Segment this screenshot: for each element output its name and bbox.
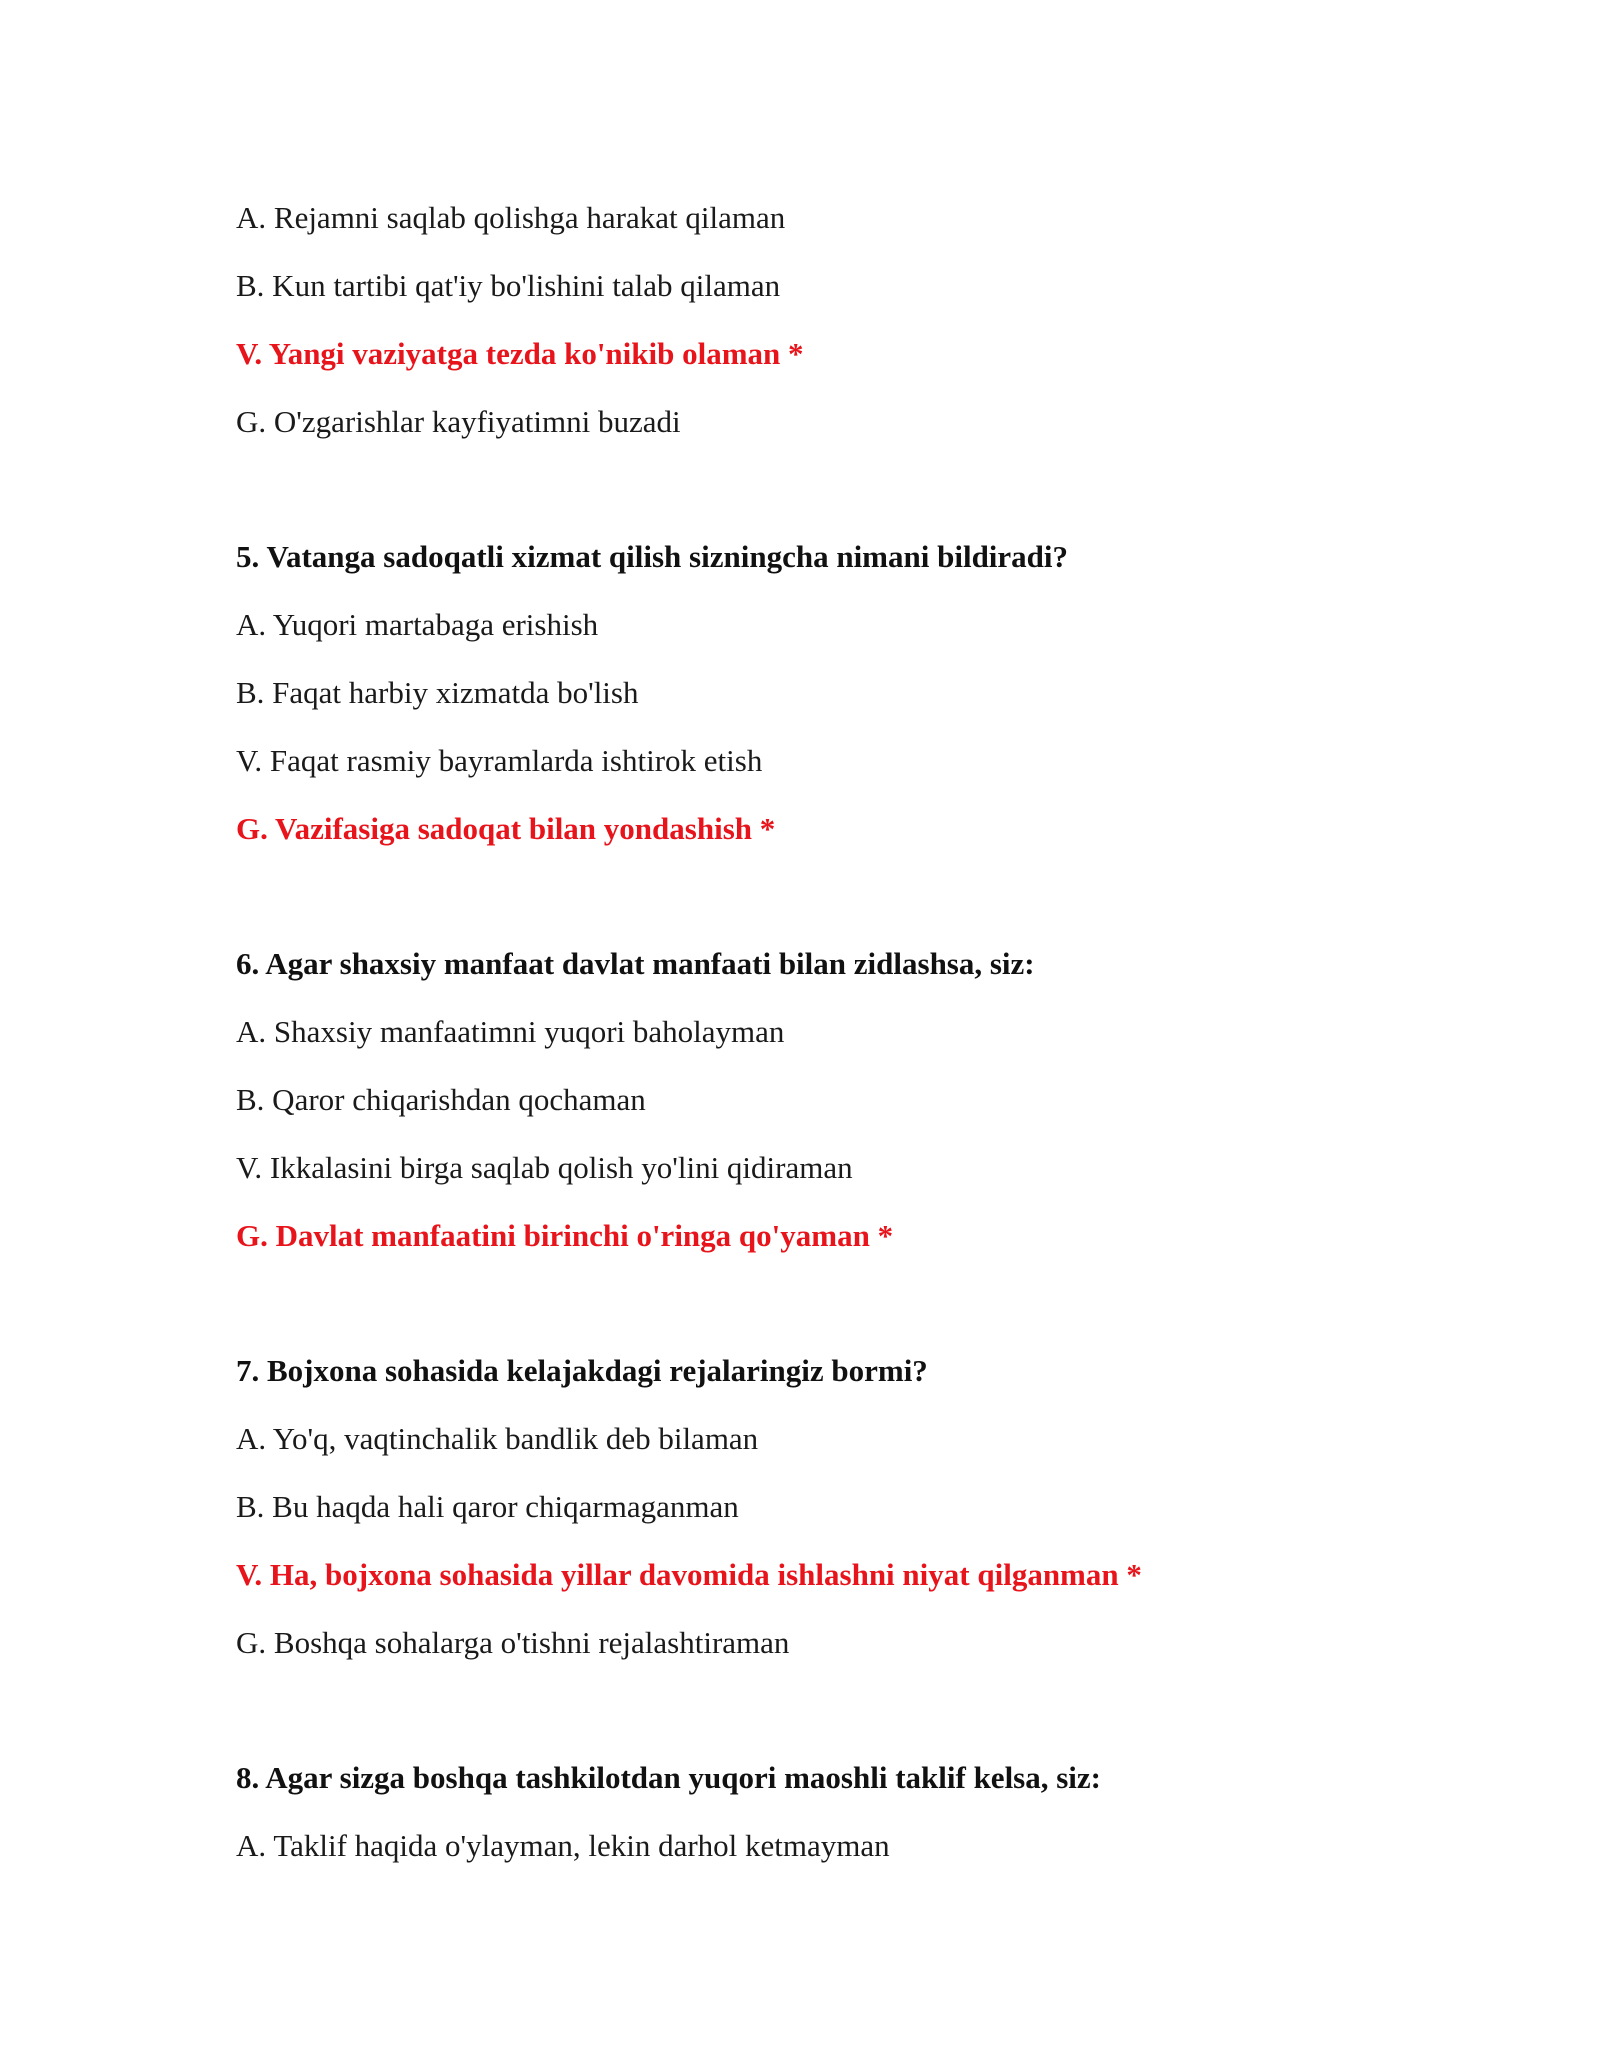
answer-option: A. Yo'q, vaqtinchalik bandlik deb bilaman [236,1421,759,1456]
question-block [236,930,1486,1270]
question-title: 6. Agar shaxsiy manfaat davlat manfaati bilan zidlashsa, siz: [236,946,1035,981]
question-spacer [236,456,1486,523]
question-title: 7. Bojxona sohasida kelajakdagi rejalaringiz bormi? [236,1353,928,1388]
answer-option: B. Bu haqda hali qaror chiqarmaganman [236,1489,739,1524]
answer-option: A. Shaxsiy manfaatimni yuqori baholayman [236,1014,785,1049]
question-title: 5. Vatanga sadoqatli xizmat qilish sizningcha nimani bildiradi? [236,539,1069,574]
quiz-content [236,184,1486,1880]
question-block [236,184,1486,456]
question-block [236,1744,1486,1880]
answer-option: B. Faqat harbiy xizmatda bo'lish [236,675,639,710]
answer-option: B. Qaror chiqarishdan qochaman [236,1082,646,1117]
question-spacer [236,1677,1486,1744]
answer-option: B. Kun tartibi qat'iy bo'lishini talab qilaman [236,268,781,303]
question-spacer [236,1270,1486,1337]
answer-option: A. Yuqori martabaga erishish [236,607,599,642]
answer-option: A. Taklif haqida o'ylayman, lekin darhol ketmayman [236,1828,890,1863]
answer-option-correct: V. Ha, bojxona sohasida yillar davomida ishlashni niyat qilganman * [236,1557,1142,1592]
question-block [236,523,1486,863]
question-title: 8. Agar sizga boshqa tashkilotdan yuqori maoshli taklif kelsa, siz: [236,1760,1102,1795]
answer-option-correct: V. Yangi vaziyatga tezda ko'nikib olaman * [236,336,804,371]
answer-option: V. Ikkalasini birga saqlab qolish yo'lini qidiraman [236,1150,853,1185]
answer-option: A. Rejamni saqlab qolishga harakat qilaman [236,200,786,235]
answer-option: G. O'zgarishlar kayfiyatimni buzadi [236,404,681,439]
question-block [236,1337,1486,1677]
answer-option: V. Faqat rasmiy bayramlarda ishtirok etish [236,743,763,778]
answer-option-correct: G. Vazifasiga sadoqat bilan yondashish * [236,811,776,846]
answer-option-correct: G. Davlat manfaatini birinchi o'ringa qo'yaman * [236,1218,894,1253]
question-spacer [236,863,1486,930]
answer-option: G. Boshqa sohalarga o'tishni rejalashtiraman [236,1625,790,1660]
